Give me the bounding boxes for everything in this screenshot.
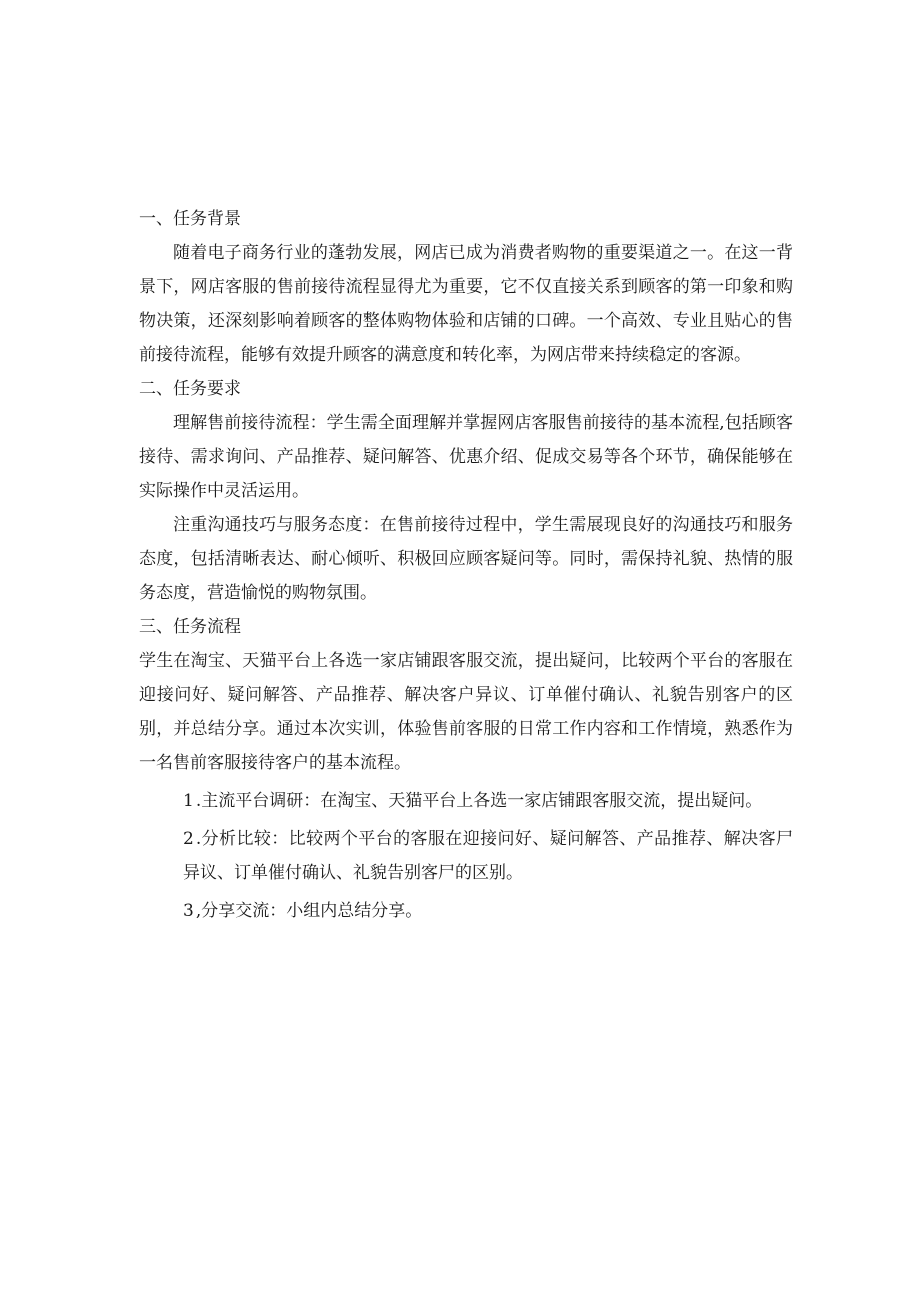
requirements-paragraph-1: 理解售前接待流程：学生需全面理解并掌握网店客服售前接待的基本流程,包括顾客接待、需求询问、产品推荐、疑问解答、优惠介绍、促成交易等各个环节，确保能够在实际操作中灵活运用。 xyxy=(139,413,793,501)
section-heading-background: 一、任务背景 xyxy=(139,209,241,229)
item-number: 3 xyxy=(183,901,194,921)
process-item-2 xyxy=(139,822,793,890)
background-paragraph: 随着电子商务行业的蓬勃发展，网店已成为消费者购物的重要渠道之一。在这一背景下，网店客服的售前接待流程显得尤为重要，它不仅直接关系到顾客的第一印象和购物决策，还深刻影响着顾客的整体购物体验和店铺的口碑。一个高效、专业且贴心的售前接待流程，能够有效提升顾客的满意度和转化率，为网店带来持续稳定的客源。 xyxy=(139,243,793,365)
item-number: 1 xyxy=(183,791,194,811)
section-heading-process: 三、任务流程 xyxy=(139,617,241,637)
process-paragraph: 学生在淘宝、天猫平台上各选一家店铺跟客服交流，提出疑问，比较两个平台的客服在迎接问好、疑问解答、产品推荐、解决客户异议、订单催付确认、礼貌告别客户的区别，并总结分享。通过本次实训，体验售前客服的日常工作内容和工作情境，熟悉作为一名售前客服接待客户的基本流程。 xyxy=(139,651,793,773)
process-item-1 xyxy=(139,784,793,818)
section-heading-requirements: 二、任务要求 xyxy=(139,379,241,399)
item-number: 2 xyxy=(183,829,194,849)
item-text: .主流平台调研：在淘宝、天猫平台上各选一家店铺跟客服交流，提出疑问。 xyxy=(195,791,763,811)
process-item-3 xyxy=(139,894,793,928)
requirements-paragraph-2: 注重沟通技巧与服务态度：在售前接待过程中，学生需展现良好的沟通技巧和服务态度，包括清晰表达、耐心倾听、积极回应顾客疑问等。同时，需保持礼貌、热情的服务态度，营造愉悦的购物氛围。 xyxy=(139,515,793,603)
document-body xyxy=(139,202,793,928)
item-text: .分析比较：比较两个平台的客服在迎接问好、疑问解答、产品推荐、解决客尸异议、订单催付确认、礼貌告别客尸的区别。 xyxy=(183,829,793,883)
item-text: ,分享交流：小组内总结分享。 xyxy=(195,901,423,921)
